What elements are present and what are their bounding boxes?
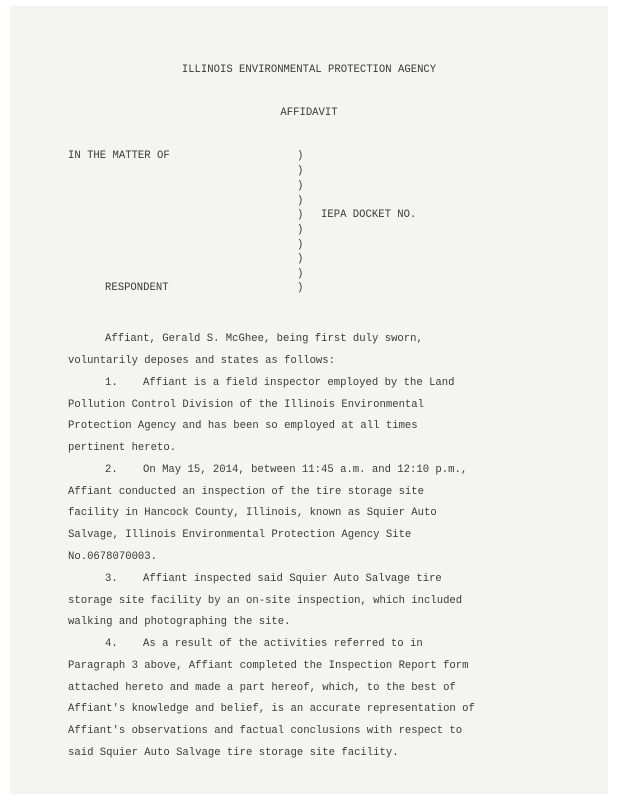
paragraph-line: Protection Agency and has been so employed at all times: [68, 420, 418, 432]
agency-heading: ILLINOIS ENVIRONMENTAL PROTECTION AGENCY: [181, 64, 437, 76]
intro-line: voluntarily deposes and states as follows:: [68, 355, 336, 367]
paragraph-line: Affiant is a field inspector employed by the Land: [143, 377, 455, 389]
caption-paren: ): [297, 209, 304, 221]
paragraph-line: Affiant's observations and factual conclusions with respect to: [68, 725, 463, 737]
paragraph-line: said Squier Auto Salvage tire storage site facility.: [68, 747, 399, 759]
paragraph-line: walking and photographing the site.: [68, 616, 291, 628]
paragraph-line: attached hereto and made a part hereof, which, to the best of: [68, 682, 456, 694]
caption-paren: ): [297, 224, 304, 236]
intro-line: Affiant, Gerald S. McGhee, being first duly sworn,: [105, 333, 423, 345]
paragraph-line: As a result of the activities referred to in: [143, 638, 423, 650]
paragraph-number: 3.: [105, 573, 118, 585]
respondent-label: RESPONDENT: [105, 282, 169, 294]
caption-paren: ): [297, 180, 304, 192]
in-the-matter-of-label: IN THE MATTER OF: [68, 150, 170, 162]
caption-paren: ): [297, 195, 304, 207]
paragraph-line: storage site facility by an on-site inspection, which included: [68, 595, 463, 607]
caption-paren: ): [297, 150, 304, 162]
paragraph-line: Pollution Control Division of the Illinois Environmental: [68, 399, 425, 411]
paragraph-line: Affiant's knowledge and belief, is an accurate representation of: [68, 703, 475, 715]
paragraph-line: Paragraph 3 above, Affiant completed the Inspection Report form: [68, 660, 469, 672]
paragraph-line: No.0678070003.: [68, 551, 158, 563]
caption-paren: ): [297, 239, 304, 251]
paragraph-line: Affiant conducted an inspection of the tire storage site: [68, 486, 425, 498]
paragraph-line: Salvage, Illinois Environmental Protection Agency Site: [68, 529, 412, 541]
paragraph-line: On May 15, 2014, between 11:45 a.m. and 12:10 p.m.,: [143, 464, 468, 476]
document-page: [10, 6, 608, 794]
paragraph-line: pertinent hereto.: [68, 442, 177, 454]
caption-paren: ): [297, 282, 304, 294]
docket-number-label: IEPA DOCKET NO.: [321, 209, 417, 221]
paragraph-number: 2.: [105, 464, 118, 476]
paragraph-number: 4.: [105, 638, 118, 650]
caption-paren: ): [297, 165, 304, 177]
document-title: AFFIDAVIT: [280, 107, 338, 119]
paragraph-line: facility in Hancock County, Illinois, known as Squier Auto: [68, 507, 437, 519]
caption-paren: ): [297, 253, 304, 265]
paragraph-line: Affiant inspected said Squier Auto Salvage tire: [143, 573, 442, 585]
paragraph-number: 1.: [105, 377, 118, 389]
caption-paren: ): [297, 268, 304, 280]
